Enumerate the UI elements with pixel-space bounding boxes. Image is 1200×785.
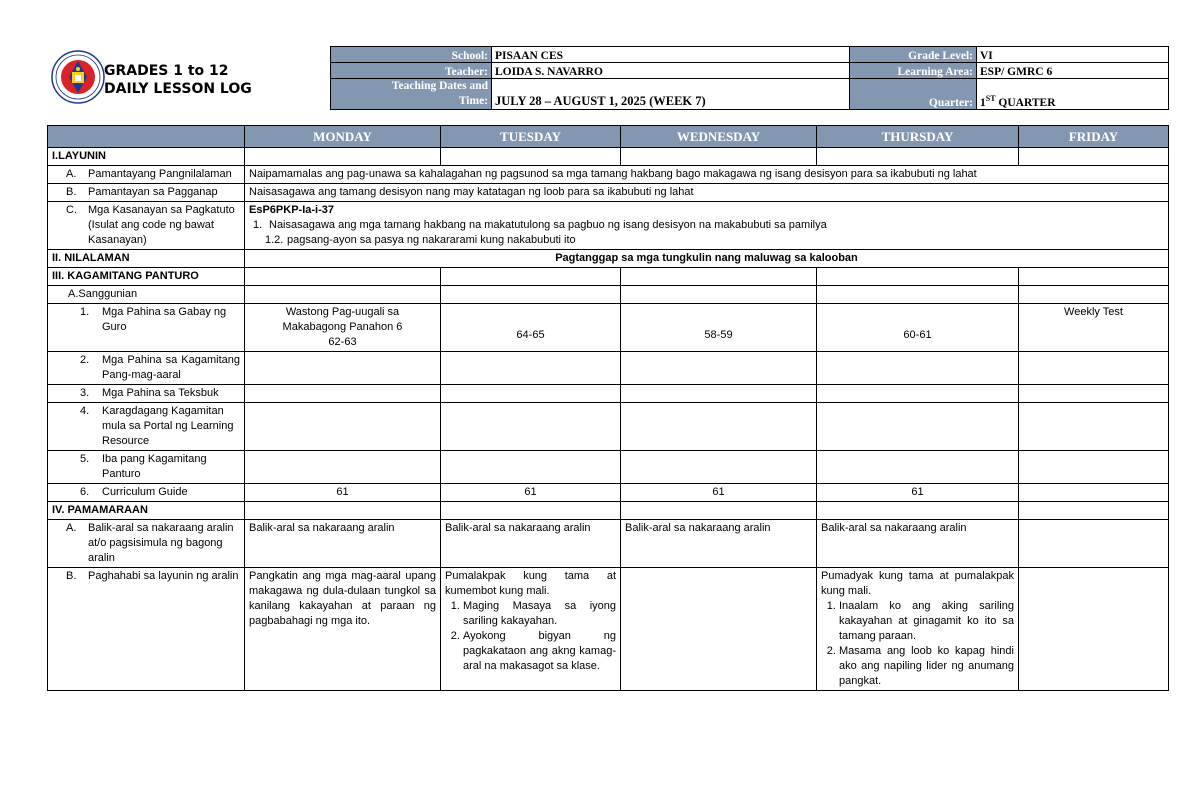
curriculum-guide-tuesday: 61 bbox=[441, 484, 621, 502]
gabay-ng-guro-wednesday: 58-59 bbox=[621, 304, 817, 352]
day-header-monday: MONDAY bbox=[245, 126, 441, 148]
section-pamamaraan: IV. PAMAMARAAN bbox=[48, 502, 245, 520]
blank-header-cell bbox=[48, 126, 245, 148]
teacher-value: LOIDA S. NAVARRO bbox=[492, 63, 850, 79]
curriculum-guide-wednesday: 61 bbox=[621, 484, 817, 502]
table-row bbox=[48, 352, 1169, 385]
section-layunin: I.LAYUNIN bbox=[48, 148, 245, 166]
table-row bbox=[48, 451, 1169, 484]
table-row bbox=[48, 166, 1169, 184]
learning-area-label: Learning Area: bbox=[850, 63, 977, 79]
paghahabi-thursday: Pumadyak kung tama at pumalakpak kung mali. 1. Inaalam ko ang aking sariling kakayahan at ginagamit ko ito sa tamang paraan. 2. Masama ang loob ko kapag hindi ako ang napiling lider ng anumang pangkat. bbox=[817, 568, 1019, 691]
row-label-kagamitang-pang-mag-aaral: 2. Mga Pahina sa Kagamitang Pang-mag-aaral bbox=[48, 352, 245, 385]
school-info-table bbox=[330, 46, 1169, 110]
section-nilalaman: II. NILALAMAN bbox=[48, 250, 245, 268]
row-label-balik-aral: A. Balik-aral sa nakaraang aralin at/o pagsisimula ng bagong aralin bbox=[48, 520, 245, 568]
table-row bbox=[48, 250, 1169, 268]
table-row bbox=[48, 202, 1169, 250]
kasanayan-sa-pagkatuto-text: EsP6PKP-Ia-i-37 1. Naisasagawa ang mga tamang hakbang na makatutulong sa pagbuo ng isang desisyon na makabubuti sa pamilya 1.2. pagsang-ayon sa pasya ng nakararami kung nakabubuti ito bbox=[245, 202, 1169, 250]
nilalaman-text: Pagtanggap sa mga tungkulin nang maluwag sa kalooban bbox=[245, 250, 1169, 268]
gabay-ng-guro-tuesday: 64-65 bbox=[441, 304, 621, 352]
quarter-value: 1ST QUARTER bbox=[977, 79, 1169, 110]
list-item: 2. Masama ang loob ko kapag hindi ako ang napiling lider ng anumang pangkat. bbox=[839, 644, 1014, 689]
list-item: 1. Maging Masaya sa iyong sariling kakayahan. bbox=[463, 599, 616, 629]
grade-level-label: Grade Level: bbox=[850, 47, 977, 63]
table-row bbox=[48, 184, 1169, 202]
row-label-curriculum-guide: 6. Curriculum Guide bbox=[48, 484, 245, 502]
list-item: 2. Ayokong bigyan ng pagkakataon ang akng kamag-aral na makasagot sa klase. bbox=[463, 629, 616, 674]
learning-area-value: ESP/ GMRC 6 bbox=[977, 63, 1169, 79]
day-header-thursday: THURSDAY bbox=[817, 126, 1019, 148]
table-row bbox=[48, 385, 1169, 403]
table-row bbox=[48, 268, 1169, 286]
quarter-label: Quarter: bbox=[850, 79, 977, 110]
day-header-friday: FRIDAY bbox=[1019, 126, 1169, 148]
row-label-paghahabi: B. Paghahabi sa layunin ng aralin bbox=[48, 568, 245, 691]
balik-aral-wednesday: Balik-aral sa nakaraang aralin bbox=[621, 520, 817, 568]
row-label-iba-pang-kagamitan: 5. Iba pang Kagamitang Panturo bbox=[48, 451, 245, 484]
paghahabi-wednesday bbox=[621, 568, 817, 691]
paghahabi-monday: Pangkatin ang mga mag-aaral upang makagawa ng dula-dulaan tungkol sa kanilang kakayahan at paraan ng pagbabahagi ng mga ito. bbox=[245, 568, 441, 691]
balik-aral-thursday: Balik-aral sa nakaraang aralin bbox=[817, 520, 1019, 568]
table-row bbox=[48, 304, 1169, 352]
curriculum-guide-monday: 61 bbox=[245, 484, 441, 502]
teacher-label: Teacher: bbox=[331, 63, 492, 79]
table-row bbox=[48, 520, 1169, 568]
table-row bbox=[48, 286, 1169, 304]
table-row bbox=[48, 568, 1169, 691]
day-header-tuesday: TUESDAY bbox=[441, 126, 621, 148]
lesson-log-table bbox=[47, 125, 1169, 691]
row-label-sanggunian: A.Sanggunian bbox=[48, 286, 245, 304]
row-label-teksbuk: 3. Mga Pahina sa Teksbuk bbox=[48, 385, 245, 403]
deped-seal-icon bbox=[51, 50, 105, 104]
table-row bbox=[48, 502, 1169, 520]
gabay-ng-guro-thursday: 60-61 bbox=[817, 304, 1019, 352]
table-row bbox=[48, 484, 1169, 502]
row-label-kasanayan-sa-pagkatuto: C. Mga Kasanayan sa Pagkatuto (Isulat ang code ng bawat Kasanayan) bbox=[48, 202, 245, 250]
day-header-wednesday: WEDNESDAY bbox=[621, 126, 817, 148]
table-row bbox=[48, 148, 1169, 166]
school-value: PISAAN CES bbox=[492, 47, 850, 63]
balik-aral-monday: Balik-aral sa nakaraang aralin bbox=[245, 520, 441, 568]
gabay-ng-guro-friday: Weekly Test bbox=[1019, 304, 1169, 352]
day-header-row bbox=[48, 126, 1169, 148]
teaching-dates-label: Teaching Dates and Time: bbox=[331, 79, 492, 110]
paghahabi-tuesday: Pumalakpak kung tama at kumembot kung mali. 1. Maging Masaya sa iyong sariling kakayahan. 2. Ayokong bigyan ng pagkakataon ang akng kamag-aral na makasagot sa klase. bbox=[441, 568, 621, 691]
table-row bbox=[48, 403, 1169, 451]
grade-level-value: VI bbox=[977, 47, 1169, 63]
balik-aral-tuesday: Balik-aral sa nakaraang aralin bbox=[441, 520, 621, 568]
document-title: GRADES 1 to 12 DAILY LESSON LOG bbox=[104, 63, 252, 97]
row-label-pamantayang-pangnilalaman: A. Pamantayang Pangnilalaman bbox=[48, 166, 245, 184]
list-item: 1. Inaalam ko ang aking sariling kakayahan at ginagamit ko ito sa tamang paraan. bbox=[839, 599, 1014, 644]
row-label-karagdagang-kagamitan: 4. Karagdagang Kagamitan mula sa Portal ng Learning Resource bbox=[48, 403, 245, 451]
section-kagamitang-panturo: III. KAGAMITANG PANTURO bbox=[48, 268, 245, 286]
row-label-gabay-ng-guro: 1. Mga Pahina sa Gabay ng Guro bbox=[48, 304, 245, 352]
pamantayan-sa-pagganap-text: Naisasagawa ang tamang desisyon nang may katatagan ng loob para sa ikabubuti ng lahat bbox=[245, 184, 1169, 202]
gabay-ng-guro-monday: Wastong Pag-uugali sa Makabagong Panahon 6 62-63 bbox=[245, 304, 441, 352]
row-label-pamantayan-sa-pagganap: B. Pamantayan sa Pagganap bbox=[48, 184, 245, 202]
competency-code: EsP6PKP-Ia-i-37 bbox=[249, 204, 334, 216]
school-label: School: bbox=[331, 47, 492, 63]
pamantayang-pangnilalaman-text: Naipamamalas ang pag-unawa sa kahalagahan ng pagsunod sa mga tamang hakbang bago makagawa ng isang desisyon para sa ikabubuti ng lahat bbox=[245, 166, 1169, 184]
curriculum-guide-thursday: 61 bbox=[817, 484, 1019, 502]
teaching-dates-value: JULY 28 – AUGUST 1, 2025 (WEEK 7) bbox=[492, 79, 850, 110]
